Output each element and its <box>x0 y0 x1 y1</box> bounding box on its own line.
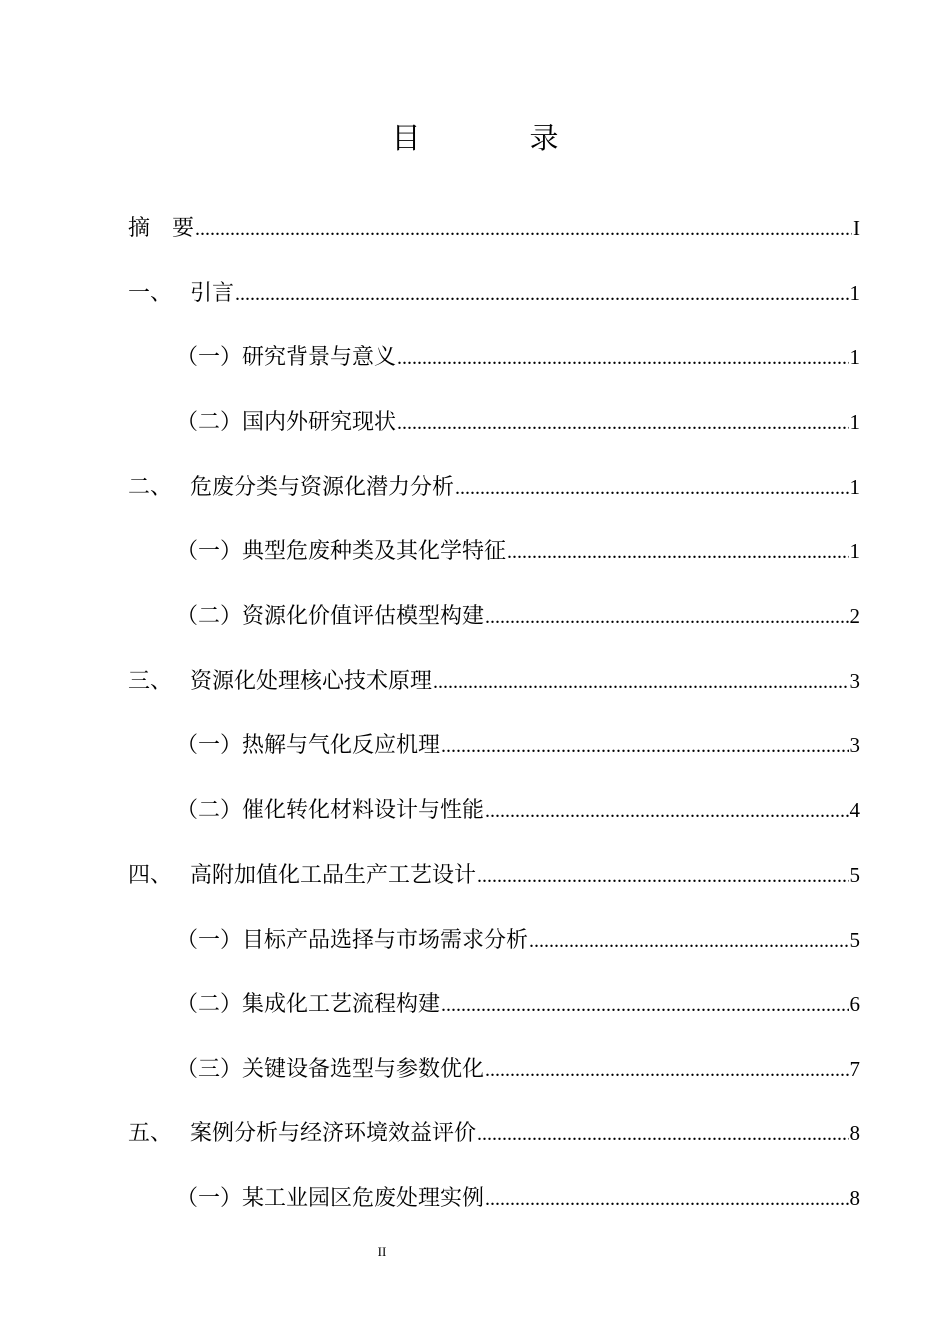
toc-entry[interactable] <box>128 273 860 313</box>
toc-entry-page: 1 <box>849 345 860 369</box>
toc-entry-title: 典型危废种类及其化学特征 <box>242 539 507 564</box>
toc-entry-title: 资源化价值评估模型构建 <box>242 604 485 629</box>
toc-entry-abstract[interactable] <box>128 208 860 248</box>
toc-leader-dots <box>529 921 848 961</box>
toc-leader-dots <box>485 791 848 831</box>
toc-leader-dots <box>441 985 848 1025</box>
toc-entry-number: 摘 要 <box>128 216 195 241</box>
toc-entry-title: 集成化工艺流程构建 <box>242 992 441 1017</box>
toc-entry-title: 资源化处理核心技术原理 <box>190 669 433 694</box>
toc-leader-dots <box>433 662 848 702</box>
toc-subentry[interactable] <box>176 596 860 636</box>
toc-entry-number: （一） <box>176 733 243 758</box>
toc-entry[interactable] <box>128 467 860 507</box>
toc-entry-title: 国内外研究现状 <box>242 410 397 435</box>
toc-entry-page: 8 <box>849 1121 860 1145</box>
toc-entry-title: 某工业园区危废处理实例 <box>242 1186 485 1211</box>
toc-entry-title: 热解与气化反应机理 <box>242 733 441 758</box>
toc-entry-title: 危废分类与资源化潜力分析 <box>190 475 455 500</box>
toc-entry-number: 五、 <box>128 1121 173 1146</box>
toc-title: 目 录 <box>391 121 599 155</box>
toc-leader-dots <box>235 274 848 314</box>
toc-entry-page: I <box>853 216 860 240</box>
toc-entry-title: 关键设备选型与参数优化 <box>242 1057 485 1082</box>
toc-entry-number: （二） <box>176 410 243 435</box>
toc-entry-number: 三、 <box>128 669 173 694</box>
toc-entry-title: 研究背景与意义 <box>242 345 397 370</box>
toc-entry-page: 6 <box>849 992 860 1016</box>
toc-entry-number: 二、 <box>128 475 173 500</box>
toc-entry-title: 目标产品选择与市场需求分析 <box>242 928 529 953</box>
toc-leader-dots <box>441 726 848 766</box>
toc-leader-dots <box>507 532 848 572</box>
toc-entry[interactable] <box>128 1113 860 1153</box>
toc-entry-title: 催化转化材料设计与性能 <box>242 798 485 823</box>
toc-entry-number: （一） <box>176 928 243 953</box>
toc-entry-number: （二） <box>176 992 243 1017</box>
toc-subentry[interactable] <box>176 984 860 1024</box>
toc-subentry[interactable] <box>176 1049 860 1089</box>
toc-leader-dots <box>485 1179 848 1219</box>
toc-entry-page: 8 <box>849 1186 860 1210</box>
toc-entry-page: 1 <box>849 475 860 499</box>
toc-leader-dots <box>397 338 848 378</box>
toc-entry-title: 案例分析与经济环境效益评价 <box>190 1121 477 1146</box>
toc-entry-number: （三） <box>176 1057 243 1082</box>
toc-leader-dots <box>397 403 848 443</box>
toc-subentry[interactable] <box>176 790 860 830</box>
toc-leader-dots <box>485 1050 848 1090</box>
toc-entry[interactable] <box>128 855 860 895</box>
toc-entry-title: 高附加值化工品生产工艺设计 <box>190 863 477 888</box>
toc-entry-number: （一） <box>176 345 243 370</box>
toc-leader-dots <box>485 597 848 637</box>
toc-entry-number: 一、 <box>128 281 173 306</box>
toc-subentry[interactable] <box>176 402 860 442</box>
page-number: II <box>377 1244 387 1259</box>
toc-entry-number: （一） <box>176 539 243 564</box>
toc-entry-number: （一） <box>176 1186 243 1211</box>
toc-entry-page: 1 <box>849 281 860 305</box>
toc-leader-dots <box>455 468 848 508</box>
toc-leader-dots <box>477 1114 848 1154</box>
toc-entry-title: 引言 <box>190 281 235 306</box>
toc-entry-page: 1 <box>849 410 860 434</box>
toc-entry-page: 1 <box>849 539 860 563</box>
toc-entry-number: 四、 <box>128 863 173 888</box>
toc-entry-page: 3 <box>849 733 860 757</box>
toc-entry-page: 5 <box>849 928 860 952</box>
toc-leader-dots <box>477 856 848 896</box>
toc-entry-number: （二） <box>176 604 243 629</box>
toc-entry-number: （二） <box>176 798 243 823</box>
toc-subentry[interactable] <box>176 1178 860 1218</box>
toc-entry-page: 5 <box>849 863 860 887</box>
toc-entry-page: 3 <box>849 669 860 693</box>
toc-subentry[interactable] <box>176 725 860 765</box>
toc-entry[interactable] <box>128 661 860 701</box>
toc-subentry[interactable] <box>176 920 860 960</box>
toc-subentry[interactable] <box>176 337 860 377</box>
toc-entry-page: 7 <box>849 1057 860 1081</box>
toc-subentry[interactable] <box>176 531 860 571</box>
toc-entry-page: 4 <box>849 798 860 822</box>
toc-leader-dots <box>195 209 852 249</box>
toc-entry-page: 2 <box>849 604 860 628</box>
